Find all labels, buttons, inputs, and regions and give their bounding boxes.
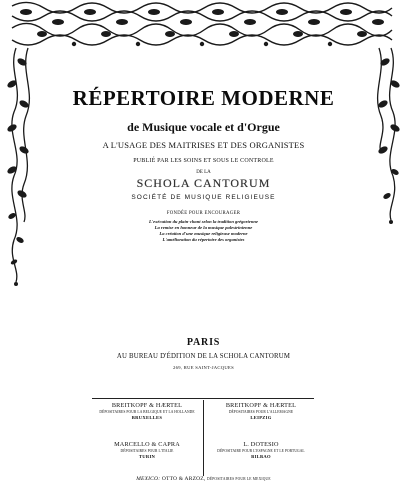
publisher-city: BRUXELLES — [131, 415, 163, 420]
subtitle: de Musique vocale et d'Orgue — [127, 120, 280, 134]
publisher-brussels — [91, 402, 203, 421]
publisher-leipzig — [205, 402, 317, 421]
publisher-city: TURIN — [138, 454, 156, 459]
goal-item: L'amélioration du répertoire des organistes — [162, 237, 245, 242]
publisher-turin — [91, 441, 203, 460]
schola-cantorum-logo-text: SCHOLA CANTORUM — [136, 176, 271, 190]
goal-item: La remise en honneur de la musique palestrinienne — [154, 225, 253, 230]
publisher-bilbao — [205, 441, 317, 460]
publie-line: PUBLIÉ PAR LES SOINS ET SOUS LE CONTROLE — [133, 158, 274, 164]
publisher-note: DÉPOSITAIRE POUR L'ESPAGNE ET LE PORTUGAL — [217, 449, 305, 453]
publisher-mexico — [0, 476, 407, 482]
horizontal-divider — [92, 398, 314, 399]
mexico-note: DÉPOSITAIRES POUR LE MEXIQUE — [207, 477, 271, 481]
mexico-label: MEXICO: — [136, 476, 161, 482]
usage-line: A L'USAGE DES MAITRISES ET DES ORGANISTES — [102, 140, 305, 150]
top-ornament-band — [12, 2, 392, 45]
publisher-city: BILBAO — [251, 454, 271, 459]
publisher-note: DÉPOSITAIRES POUR LA BELGIQUE ET LA HOLLANDE — [99, 410, 195, 414]
address-line: 269, RUE SAINT-JACQUES — [173, 365, 234, 370]
publisher-city: LEIPZIG — [250, 415, 272, 420]
publisher-note: DÉPOSITAIRES POUR L'ITALIE — [120, 449, 174, 453]
goal-item: La création d'une musique religieuse moderne — [159, 231, 248, 236]
de-la-line: DE LA — [196, 170, 211, 175]
societe-line: SOCIÉTÉ DE MUSIQUE RELIGIEUSE — [131, 194, 276, 201]
mexico-publisher-name: OTTO & ARZOZ, — [161, 476, 206, 482]
fondee-line: FONDÉE POUR ENCOURAGER — [166, 211, 241, 216]
title-text: RÉPERTOIRE MODERNE — [72, 86, 335, 110]
city-paris: PARIS — [186, 337, 221, 348]
bureau-line: AU BUREAU D'ÉDITION DE LA SCHOLA CANTORUM — [116, 353, 291, 360]
publisher-name: L. DOTESIO — [243, 441, 279, 448]
publisher-name: BREITKOPF & HÆRTEL — [225, 402, 297, 409]
goals-list — [0, 219, 407, 243]
publisher-name: MARCELLO & CAPRA — [114, 441, 180, 448]
publisher-note: DÉPOSITAIRES POUR L'ALLEMAGNE — [228, 410, 294, 414]
vertical-divider — [203, 400, 204, 476]
goal-item: L'exécution du plain-chant selon la tradition grégorienne — [149, 219, 258, 224]
publisher-name: BREITKOPF & HÆRTEL — [111, 402, 183, 409]
page-title — [0, 86, 407, 111]
